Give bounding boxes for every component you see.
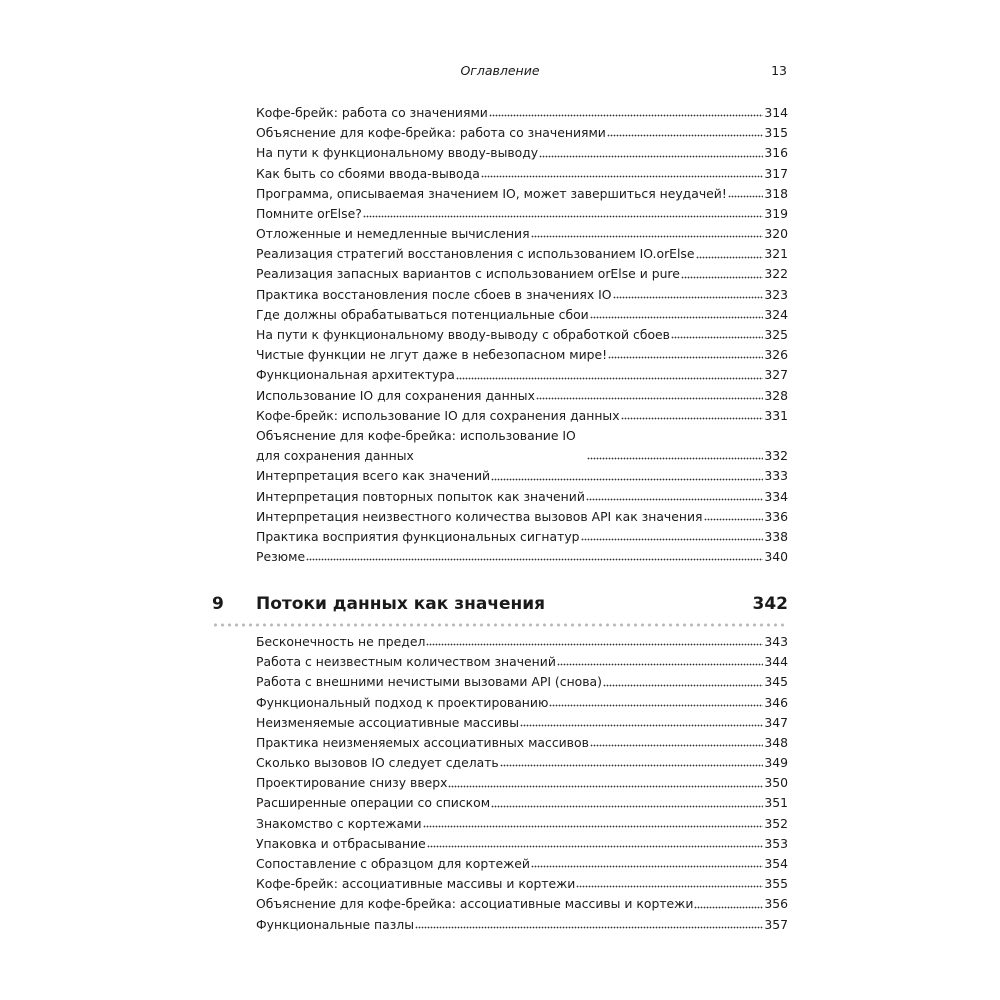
toc-entry-title: Бесконечность не предел — [256, 633, 426, 649]
toc-entry[interactable] — [256, 874, 788, 894]
dot-leader — [603, 684, 763, 688]
dot-leader — [415, 926, 763, 930]
toc-entry-page: 349 — [764, 755, 788, 771]
toc-entry[interactable] — [256, 285, 788, 305]
toc-list-section-8 — [256, 103, 788, 567]
toc-entry-page: 331 — [764, 407, 788, 423]
toc-entry-title: На пути к функциональному вводу-выводу — [256, 145, 539, 161]
toc-entry-page: 332 — [764, 448, 788, 464]
dot-leader — [306, 558, 763, 562]
toc-entry[interactable] — [256, 365, 788, 385]
toc-entry-title: Помните orElse? — [256, 205, 362, 221]
dot-leader — [607, 134, 763, 138]
toc-entry-title: Проектирование снизу вверх — [256, 775, 448, 791]
toc-entry-title: Функциональная архитектура — [256, 367, 455, 383]
toc-entry[interactable] — [256, 854, 788, 874]
toc-entry-title: Как быть со сбоями ввода-вывода — [256, 165, 480, 181]
toc-entry-title: Функциональный подход к проектированию — [256, 694, 549, 710]
toc-entry-page: 317 — [764, 165, 788, 181]
toc-entry-title: Работа с неизвестным количеством значений — [256, 654, 556, 670]
toc-entry-title: Использование IO для сохранения данных — [256, 387, 535, 403]
dot-leader — [448, 785, 763, 789]
dot-leader — [520, 724, 763, 728]
dot-leader — [531, 865, 763, 869]
dot-leader — [456, 377, 764, 381]
toc-entry-title: Реализация запасных вариантов с использованием orElse и pure — [256, 266, 680, 282]
toc-entry-page: 355 — [764, 876, 788, 892]
dot-leader — [613, 296, 764, 300]
toc-entry-title: Кофе-брейк: ассоциативные массивы и кортежи — [256, 876, 576, 892]
toc-entry[interactable] — [256, 123, 788, 143]
toc-entry[interactable] — [256, 386, 788, 406]
toc-entry-page: 347 — [764, 714, 788, 730]
toc-entry-page: 343 — [764, 633, 788, 649]
toc-entry-page: 348 — [764, 734, 788, 750]
dot-leader — [586, 498, 763, 502]
toc-entry[interactable] — [256, 794, 788, 814]
dot-leader — [557, 663, 763, 667]
toc-entry[interactable] — [256, 632, 788, 652]
dot-leader — [728, 195, 764, 199]
dot-leader — [481, 175, 764, 179]
dot-leader — [696, 256, 764, 260]
dot-leader — [576, 885, 763, 889]
toc-entry-title: Программа, описываемая значением IO, может завершиться неудачей! — [256, 185, 727, 201]
dot-leader — [491, 478, 763, 482]
chapter-page-number: 342 — [752, 594, 788, 614]
toc-entry[interactable] — [256, 894, 788, 914]
toc-entry-title: Расширенные операции со списком — [256, 795, 491, 811]
toc-entry-page: 325 — [764, 327, 788, 343]
toc-entry-page: 344 — [764, 654, 788, 670]
toc-entry-title: Кофе-брейк: работа со значениями — [256, 104, 488, 120]
toc-entry-title: Практика неизменяемых ассоциативных массивов — [256, 734, 589, 750]
dot-leader — [536, 397, 763, 401]
toc-entry[interactable] — [256, 773, 788, 793]
toc-entry-page: 353 — [764, 835, 788, 851]
toc-entry[interactable] — [256, 753, 788, 773]
toc-entry-page: 340 — [764, 549, 788, 565]
toc-entry-title: Работа с внешними нечистыми вызовами API (снова) — [256, 674, 602, 690]
toc-entry-page: 327 — [764, 367, 788, 383]
toc-entry-title: Неизменяемые ассоциативные массивы — [256, 714, 520, 730]
dot-leader — [590, 316, 764, 320]
toc-entry-page: 318 — [764, 185, 788, 201]
toc-entry[interactable] — [256, 834, 788, 854]
toc-entry-title: Сопоставление с образцом для кортежей — [256, 856, 530, 872]
toc-entry[interactable] — [256, 507, 788, 527]
toc-entry-title: Упаковка и отбрасывание — [256, 835, 426, 851]
toc-entry-page: 345 — [764, 674, 788, 690]
toc-entry-page: 321 — [764, 246, 788, 262]
toc-entry-title: Интерпретация неизвестного количества вызовов API как значения — [256, 508, 703, 524]
toc-entry-title: Реализация стратегий восстановления с использованием IO.orElse — [256, 246, 695, 262]
dot-leader — [489, 114, 764, 118]
dot-leader — [694, 906, 763, 910]
toc-entry-page: 338 — [764, 528, 788, 544]
toc-entry[interactable] — [256, 164, 788, 184]
toc-entry[interactable] — [256, 466, 788, 486]
dot-leader — [671, 336, 763, 340]
toc-entry-page: 314 — [764, 104, 788, 120]
toc-entry-page: 323 — [764, 286, 788, 302]
toc-entry-title: Интерпретация всего как значений — [256, 468, 491, 484]
dot-leader — [539, 155, 763, 159]
toc-entry-page: 322 — [764, 266, 788, 282]
dot-leader — [621, 417, 764, 421]
dot-leader — [704, 518, 764, 522]
chapter-number: 9 — [212, 594, 224, 614]
toc-entry[interactable] — [256, 527, 788, 547]
toc-entry-title: Чистые функции не лгут даже в небезопасном мире! — [256, 347, 608, 363]
chapter-divider — [212, 622, 788, 628]
toc-entry-title: Отложенные и немедленные вычисления — [256, 226, 530, 242]
toc-entry-page: 333 — [764, 468, 788, 484]
dot-leader — [549, 704, 763, 708]
toc-entry[interactable] — [256, 693, 788, 713]
toc-entry-title: Объяснение для кофе-брейка: работа со значениями — [256, 125, 606, 141]
toc-entry-title: Функциональные пазлы — [256, 916, 414, 932]
dot-leader — [491, 805, 763, 809]
toc-entry-title: Объяснение для кофе-брейка: ассоциативные массивы и кортежи — [256, 896, 694, 912]
toc-entry-page: 352 — [764, 815, 788, 831]
dot-leader — [363, 215, 764, 219]
dot-leader — [608, 356, 763, 360]
toc-entry[interactable] — [256, 244, 788, 264]
toc-entry[interactable] — [256, 103, 788, 123]
toc-entry-title: Знакомство с кортежами — [256, 815, 422, 831]
toc-entry-page: 324 — [764, 306, 788, 322]
toc-entry-page: 350 — [764, 775, 788, 791]
toc-entry-title: Объяснение для кофе-брейка: использование IO для сохранения данных — [256, 427, 576, 464]
toc-entry-page: 319 — [764, 205, 788, 221]
toc-entry-title: Где должны обрабатываться потенциальные сбои — [256, 306, 589, 322]
toc-entry-page: 336 — [764, 508, 788, 524]
toc-entry-title: Интерпретация повторных попыток как значений — [256, 488, 585, 504]
toc-entry[interactable] — [256, 345, 788, 365]
toc-entry[interactable] — [256, 733, 788, 753]
toc-entry[interactable] — [256, 713, 788, 733]
dot-leader — [423, 825, 764, 829]
toc-entry-title: На пути к функциональному вводу-выводу с обработкой сбоев — [256, 327, 670, 343]
toc-entry-title: Практика восприятия функциональных сигнатур — [256, 528, 580, 544]
toc-entry-page: 356 — [764, 896, 788, 912]
toc-entry[interactable] — [256, 406, 788, 426]
toc-entry[interactable] — [256, 547, 788, 567]
toc-entry-page: 334 — [764, 488, 788, 504]
toc-entry-title: Практика восстановления после сбоев в значениях IO — [256, 286, 612, 302]
dot-leader — [581, 538, 764, 542]
running-title: Оглавление — [460, 63, 540, 78]
toc-entry[interactable] — [256, 143, 788, 163]
dot-leader — [500, 764, 764, 768]
toc-entry-page: 328 — [764, 387, 788, 403]
dot-leader — [681, 276, 763, 280]
dot-leader — [427, 845, 764, 849]
toc-entry[interactable] — [256, 652, 788, 672]
toc-entry-title: Кофе-брейк: использование IO для сохранения данных — [256, 407, 620, 423]
toc-entry-title: Сколько вызовов IO следует сделать — [256, 755, 499, 771]
toc-entry[interactable] — [256, 915, 788, 935]
dot-leader — [587, 457, 763, 461]
dot-leader — [426, 643, 763, 647]
toc-entry[interactable] — [256, 204, 788, 224]
toc-entry[interactable] — [256, 672, 788, 692]
page-number: 13 — [771, 63, 787, 78]
toc-entry-page: 351 — [764, 795, 788, 811]
toc-entry[interactable] — [256, 305, 788, 325]
toc-entry[interactable] — [256, 184, 788, 204]
toc-entry[interactable] — [256, 325, 788, 345]
toc-entry-title: Резюме — [256, 549, 306, 565]
toc-entry-page: 354 — [764, 856, 788, 872]
toc-entry-page: 326 — [764, 347, 788, 363]
toc-list-chapter-9 — [256, 632, 788, 935]
toc-entry-page: 357 — [764, 916, 788, 932]
toc-entry-page: 346 — [764, 694, 788, 710]
chapter-title: Потоки данных как значения — [256, 594, 546, 614]
toc-entry-page: 316 — [764, 145, 788, 161]
toc-entry[interactable] — [256, 426, 788, 466]
dot-leader — [590, 744, 763, 748]
toc-entry[interactable] — [256, 487, 788, 507]
toc-entry[interactable] — [256, 224, 788, 244]
chapter-heading[interactable] — [212, 594, 788, 620]
running-header — [0, 63, 1000, 81]
toc-entry[interactable] — [256, 265, 788, 285]
toc-entry[interactable] — [256, 814, 788, 834]
toc-entry-page: 320 — [764, 226, 788, 242]
dot-leader — [531, 235, 764, 239]
toc-entry-page: 315 — [764, 125, 788, 141]
